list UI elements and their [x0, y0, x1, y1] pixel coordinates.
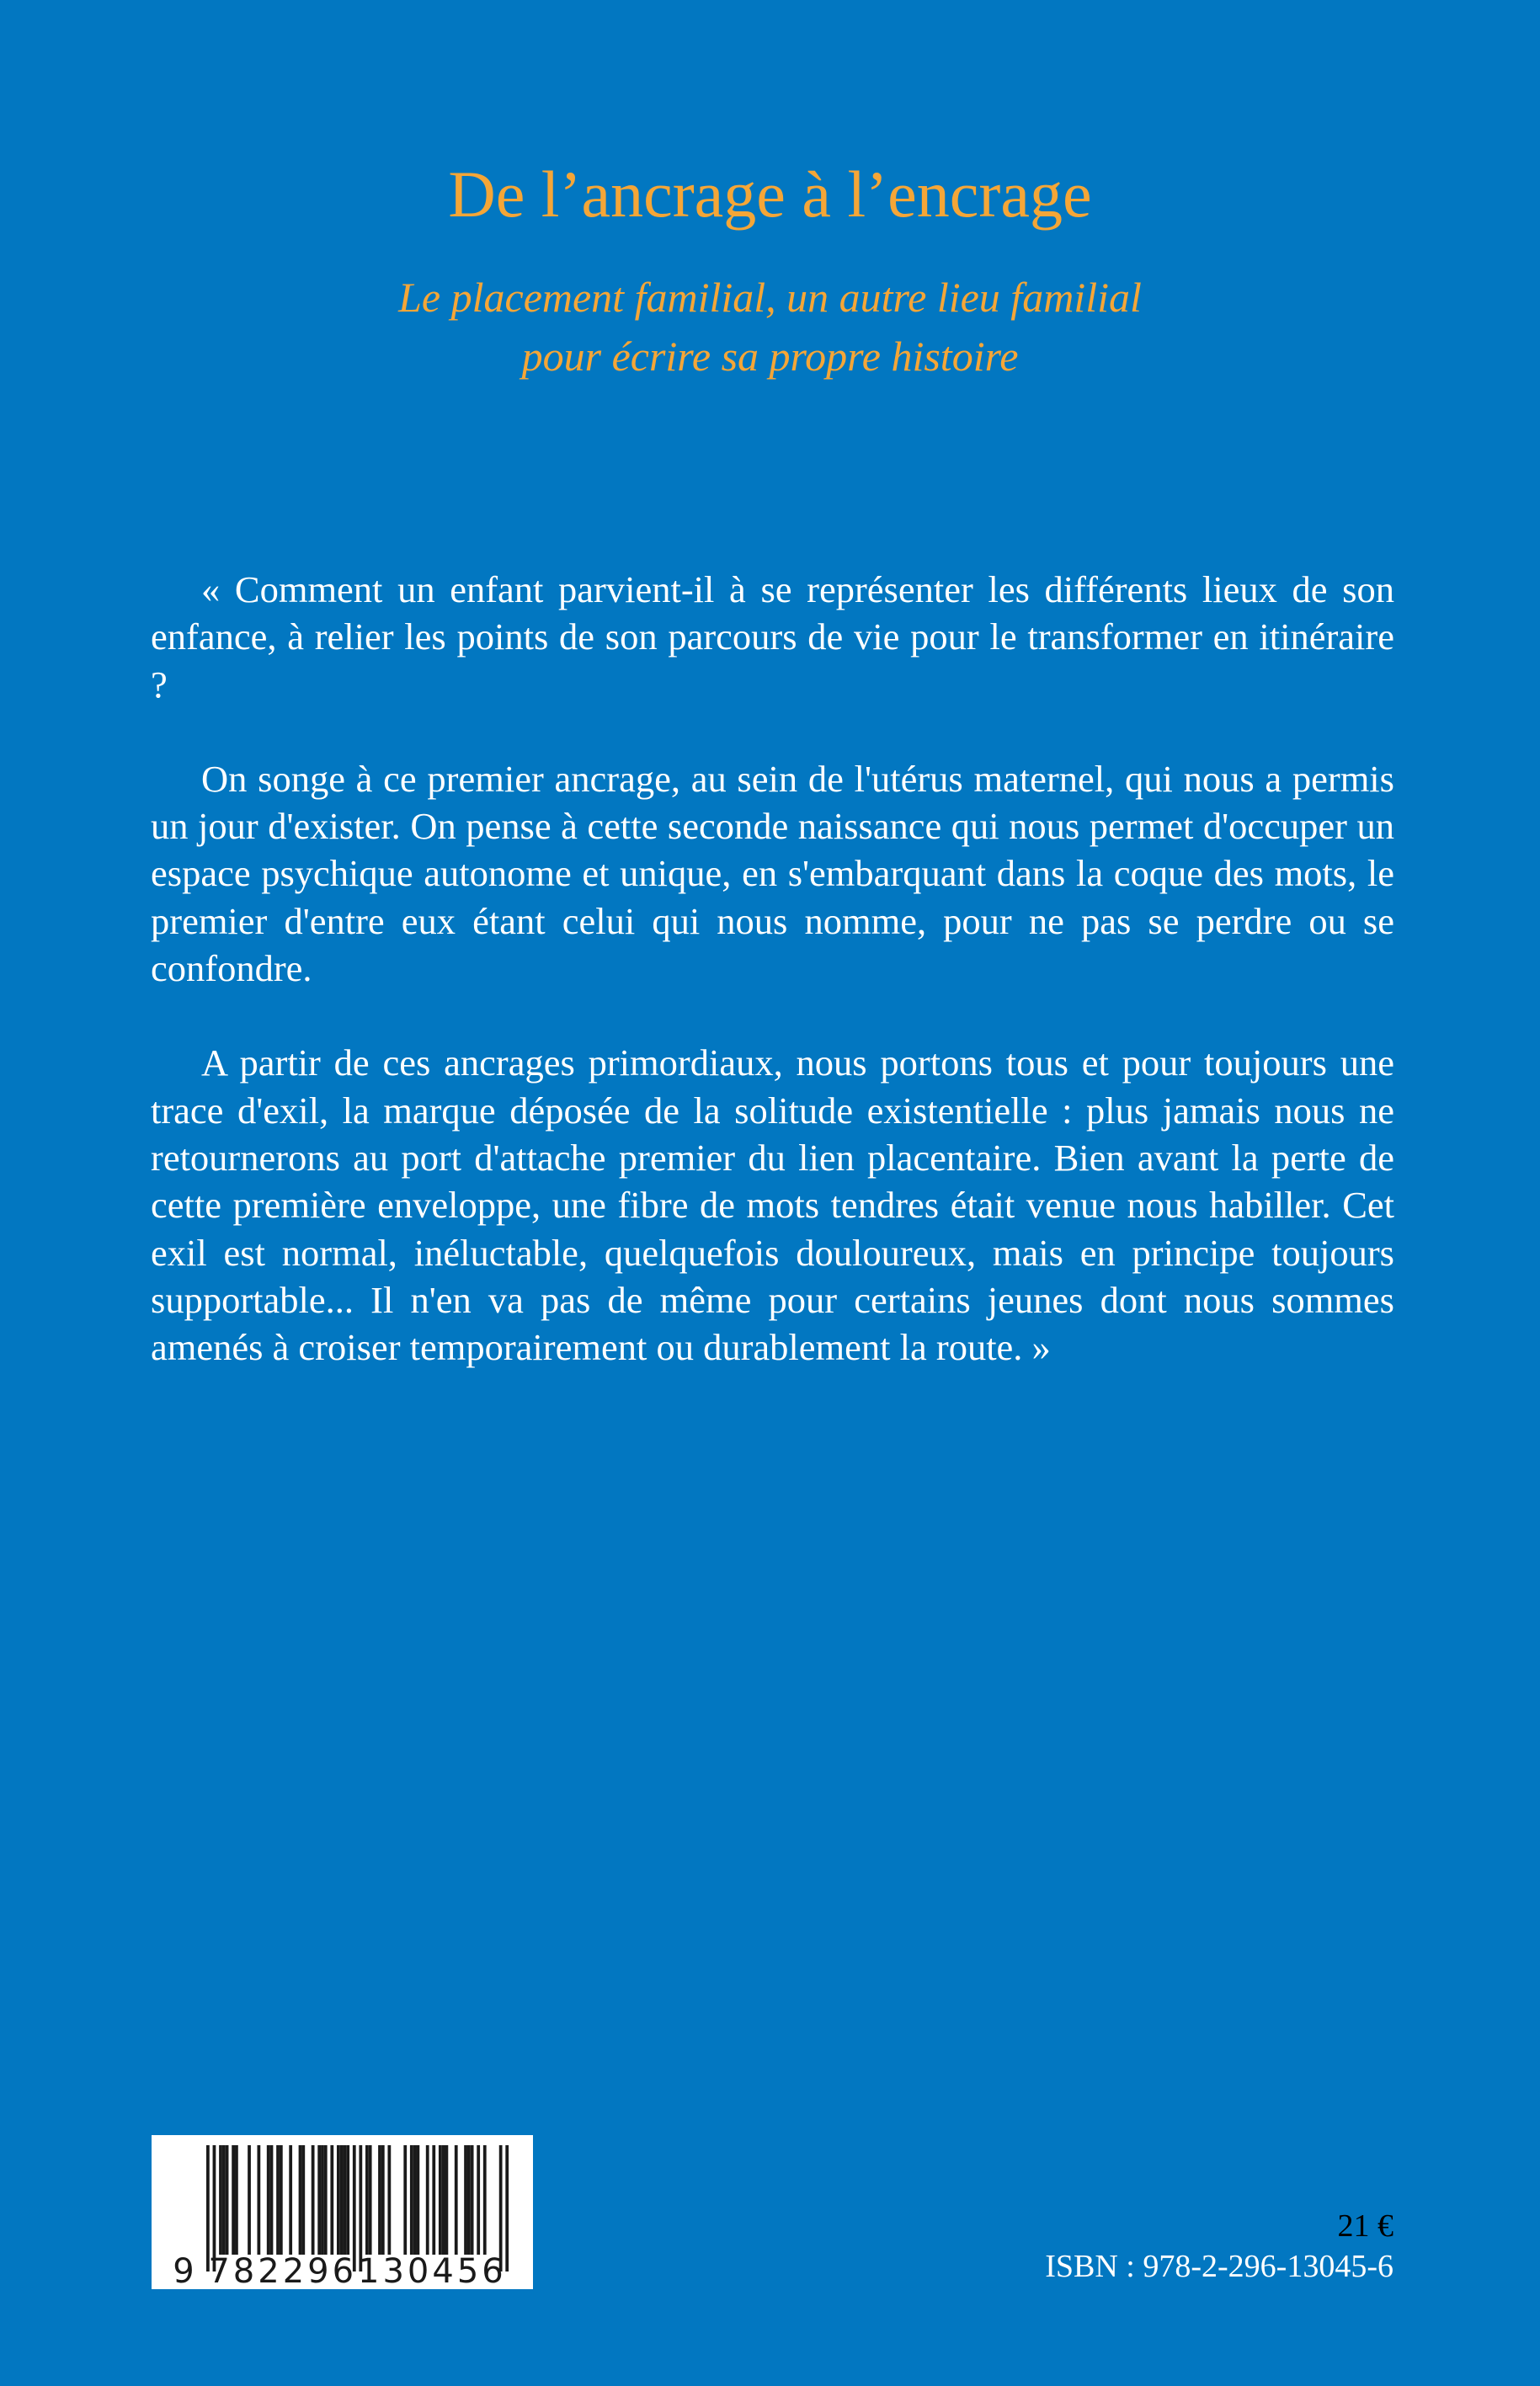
blurb-paragraph-1: « Comment un enfant parvient-il à se représenter les différents lieux de son enfance, à relier les points de son parcours de vie pour le transformer en itinéraire ?: [151, 568, 1394, 706]
price: 21 €: [1337, 2208, 1393, 2244]
book-subtitle: [0, 268, 1540, 386]
isbn-barcode: [152, 2135, 533, 2289]
subtitle-line-2: pour écrire sa propre histoire: [521, 333, 1019, 380]
barcode-right-digits: 130456: [358, 2252, 507, 2289]
barcode-first-digit: 9: [173, 2252, 198, 2289]
back-cover-blurb: [151, 566, 1394, 1418]
barcode-icon: [152, 2135, 533, 2289]
isbn-number: ISBN : 978-2-296-13045-6: [1045, 2249, 1393, 2284]
barcode-left-digits: 782296: [208, 2252, 358, 2289]
book-title: De l’ancrage à l’encrage: [448, 157, 1092, 231]
subtitle-line-1: Le placement familial, un autre lieu familial: [398, 274, 1142, 321]
blurb-paragraph-2: On songe à ce premier ancrage, au sein de l'utérus maternel, qui nous a permis un jour d'exister. On pense à cette seconde naissance qui nous permet d'occuper un espace psychique autonome et unique, en s'embarquant dans la coque des mots, le premier d'entre eux étant celui qui nous nomme, pour ne pas se perdre ou se confondre.: [151, 757, 1394, 990]
blurb-paragraph-3: A partir de ces ancrages primordiaux, nous portons tous et pour toujours une trace d'exil, la marque déposée de la solitude existentielle : plus jamais nous ne retournerons au port d'attache premier du lien placentaire. Bien avant la perte de cette première enveloppe, une fibre de mots tendres était venue nous habiller. Cet exil est normal, inéluctable, quelquefois douloureux, mais en principe toujours supportable... Il n'en va pas de même pour certains jeunes dont nous sommes amenés à croiser temporairement ou durablement la route. »: [151, 1041, 1394, 1369]
